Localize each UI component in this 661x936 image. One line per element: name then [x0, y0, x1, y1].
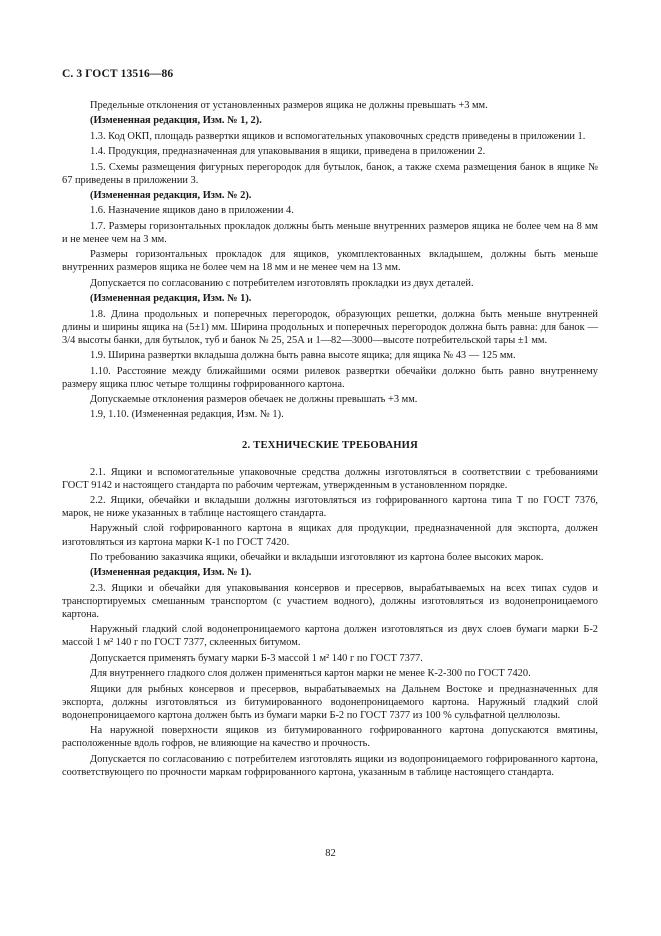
paragraph: Допускаемые отклонения размеров обечаек не должны превышать +3 мм.: [90, 394, 418, 406]
paragraph: Допускается по согласованию с потребителем изготовлять прокладки из двух деталей.: [90, 277, 474, 289]
paragraph: 1.7. Размеры горизонтальных прокладок должны быть меньше внутренних размеров ящика не более чем на 8 мм и не менее чем на 3 мм.: [62, 220, 598, 245]
paragraph: 1.9. Ширина развертки вкладыша должна быть равна высоте ящика; для ящика № 43 — 125 мм.: [90, 350, 516, 362]
paragraph: 1.5. Схемы размещения фигурных перегородок для бутылок, банок, а также схема размещения банок в ящике № 67 приведены в приложении 3.: [62, 161, 598, 186]
amendment-note: (Измененная редакция, Изм. № 1, 2).: [90, 115, 262, 127]
paragraph: 1.6. Назначение ящиков дано в приложении 4.: [90, 205, 294, 217]
paragraph: 1.9, 1.10. (Измененная редакция, Изм. № 1).: [90, 409, 284, 421]
paragraph: Допускается по согласованию с потребителем изготовлять ящики из водопроницаемого гофрированного картона, соответствующего по прочности маркам гофрированного картона, указанным в таблице настоящего стандарта.: [62, 753, 598, 778]
section-2-body: [62, 466, 598, 779]
paragraph: Наружный слой гофрированного картона в ящиках для продукции, предназначенной для экспорта, должен изготовляться из картона марки К-1 по ГОСТ 7420.: [62, 523, 598, 548]
paragraph: На наружной поверхности ящиков из битумированного гофрированного картона допускаются вмятины, расположенные вдоль гофров, не влияющие на качество и прочность.: [62, 725, 598, 750]
paragraph: 1.10. Расстояние между ближайшими осями рилевок развертки обечайки должно быть равно внутреннему размеру ящика плюс четыре толщины гофрированного картона.: [62, 365, 598, 390]
paragraph: Допускается применять бумагу марки Б-3 массой 1 м² 140 г по ГОСТ 7377.: [90, 652, 423, 664]
paragraph: Размеры горизонтальных прокладок для ящиков, укомплектованных вкладышем, должны быть меньше внутренних размеров ящика не более чем на 18 мм и не менее чем на 13 мм.: [62, 249, 598, 274]
paragraph: 2.1. Ящики и вспомогательные упаковочные средства должны изготовляться в соответствии с требованиями ГОСТ 9142 и настоящего стандарта по рабочим чертежам, утвержденным в установленном порядке.: [62, 466, 598, 491]
paragraph: Предельные отклонения от установленных размеров ящика не должны превышать +3 мм.: [90, 100, 488, 111]
paragraph: 1.8. Длина продольных и поперечных перегородок, образующих решетки, должна быть меньше внутренней длины и ширины ящика на (5±1) мм. Ширина продольных и поперечных перегородок должна быть равна: для банок — 3/4 высоты банки, для бутылок, туб и банок № 25, 25А и 1—82—3000—высоте потребительской тары ±1 мм.: [62, 308, 598, 346]
paragraph: По требованию заказчика ящики, обечайки и вкладыши изготовляют из картона более высоких марок.: [90, 551, 544, 563]
paragraph: 1.3. Код ОКП, площадь развертки ящиков и вспомогательных упаковочных средств приведены в приложении 1.: [90, 130, 586, 142]
paragraph: 1.4. Продукция, предназначенная для упаковывания в ящики, приведена в приложении 2.: [90, 146, 486, 158]
paragraph: Наружный гладкий слой водонепроницаемого картона должен изготовляться из двух слоев бумаги марки Б-2 массой 1 м² 140 г по ГОСТ 7377, склеенных битумом.: [62, 624, 598, 649]
section-1-body: [62, 99, 598, 422]
amendment-note: (Измененная редакция, Изм. № 1).: [90, 567, 252, 579]
page-header: С. 3 ГОСТ 13516—86: [62, 68, 174, 80]
text-column: [62, 99, 598, 781]
page-number: 82: [325, 848, 336, 859]
paragraph: 2.2. Ящики, обечайки и вкладыши должны изготовляться из гофрированного картона типа Т по ГОСТ 7376, марок, не ниже указанных в таблице настоящего стандарта.: [62, 495, 598, 520]
amendment-note: (Измененная редакция, Изм. № 2).: [90, 190, 252, 202]
paragraph: Ящики для рыбных консервов и пресервов, вырабатываемых на Дальнем Востоке и предназначенных для экспорта, должны изготовляться из битумированного водонепроницаемого картона. Наружный гладкий слой водонепроницаемого картона должен быть из бумаги марки Б-2 по ГОСТ 7377 из 100 % сульфатной целлюлозы.: [62, 683, 598, 721]
paragraph: 2.3. Ящики и обечайки для упаковывания консервов и пресервов, вырабатываемых на всех типах судов и транспортируемых смешанным транспортом (с участием водного), должны изготовляться из водонепроницаемого картона.: [62, 582, 598, 620]
amendment-note: (Измененная редакция, Изм. № 1).: [90, 293, 252, 305]
paragraph: Для внутреннего гладкого слоя должен применяться картон марки не менее К-2-300 по ГОСТ 7420.: [90, 668, 531, 680]
section-title: 2. ТЕХНИЧЕСКИЕ ТРЕБОВАНИЯ: [242, 439, 418, 451]
